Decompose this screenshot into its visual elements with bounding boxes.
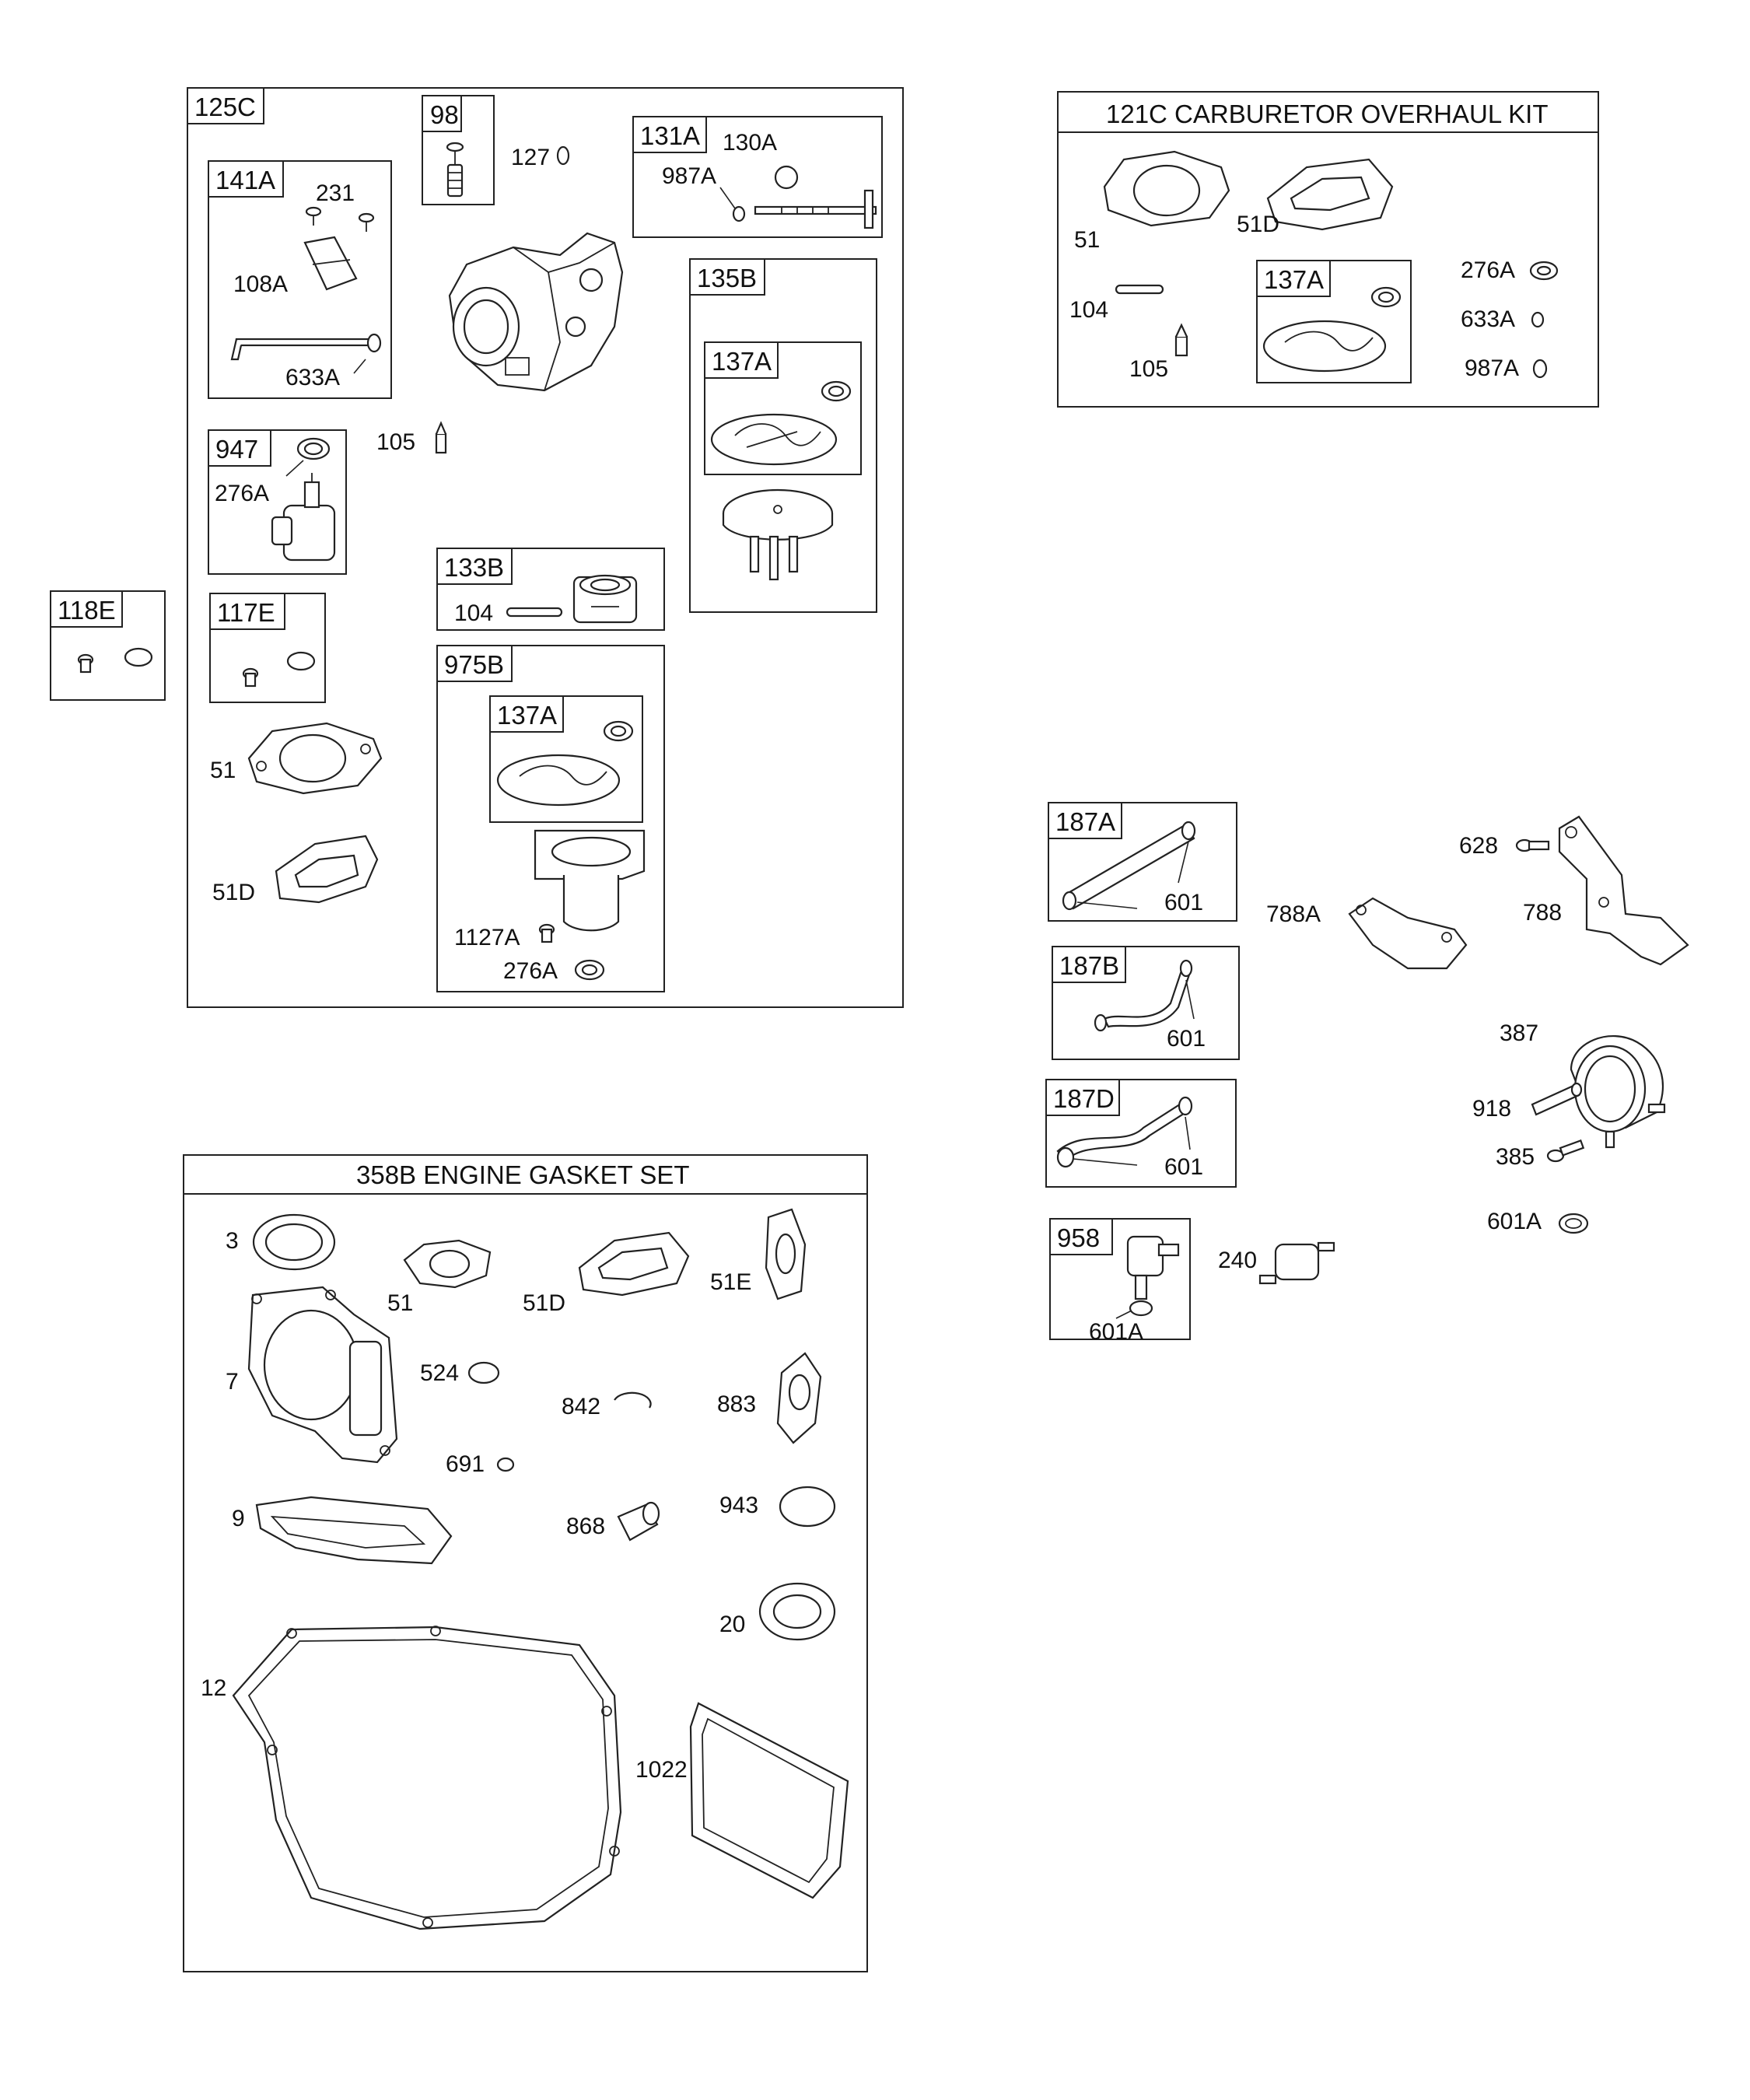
gasket-51-icon — [249, 723, 381, 793]
throttle-shaft-icon — [755, 191, 876, 228]
gasket-part-9-label: 9 — [232, 1506, 245, 1531]
screw-385-icon — [1548, 1140, 1584, 1161]
part-108a-label: 108A — [233, 271, 289, 297]
group-358b-label: 358B ENGINE GASKET SET — [356, 1160, 690, 1189]
screw-231-icon — [306, 208, 373, 232]
float-icon — [574, 576, 636, 622]
fuel-part-788-label: 788 — [1523, 900, 1563, 926]
solenoid-icon — [272, 473, 334, 560]
fuel-bowl-cover-icon — [723, 490, 832, 579]
group-187d-label: 187D — [1053, 1084, 1115, 1113]
fuel-part-601-187a-label: 601 — [1164, 890, 1204, 915]
choke-shaft-icon — [232, 339, 369, 359]
fuel-part-601a-958-label: 601A — [1089, 1319, 1144, 1345]
bracket-788-icon — [1559, 817, 1688, 964]
gasket-part-868-label: 868 — [566, 1514, 606, 1539]
gasket-part-51e-label: 51E — [710, 1269, 752, 1295]
fuel-part-628-label: 628 — [1459, 833, 1499, 859]
part-127-label: 127 — [511, 145, 551, 170]
kit-washer-987a-icon — [1534, 360, 1546, 377]
kit-float-pin-icon — [1116, 285, 1163, 293]
group-975b-label: 975B — [444, 650, 505, 679]
kit-diaphragm-icon — [1264, 321, 1385, 371]
kit-gasket-51d-icon — [1268, 159, 1392, 229]
group-133b-label: 133B — [444, 553, 505, 582]
gasket-51d-set-icon — [579, 1233, 688, 1295]
kit-part-104-label: 104 — [1069, 297, 1109, 323]
group-125c-label: 125C — [194, 93, 256, 121]
group-958-label: 958 — [1057, 1223, 1101, 1252]
fuel-filter-240-icon — [1260, 1243, 1334, 1283]
gasket-part-51-label: 51 — [387, 1290, 414, 1316]
fuel-part-240-label: 240 — [1218, 1248, 1258, 1273]
group-117e-label: 117E — [217, 598, 275, 627]
group-358b — [184, 1155, 867, 1972]
kit-part-51-label: 51 — [1074, 227, 1101, 253]
kit-gasket-51-icon — [1104, 152, 1229, 226]
gasket-part-943-label: 943 — [719, 1493, 759, 1518]
needle-105-icon — [436, 423, 446, 453]
part-130a-label: 130A — [723, 130, 778, 156]
valve-cover-gasket-1022-icon — [691, 1703, 848, 1898]
screw-117e-icon — [243, 669, 257, 686]
gasket-part-691-label: 691 — [446, 1451, 485, 1477]
washer-117e-icon — [288, 653, 314, 670]
gasket-51e-icon — [766, 1209, 805, 1299]
fuel-part-788a-label: 788A — [1266, 901, 1321, 927]
plate-788a-icon — [1349, 898, 1466, 968]
group-118e — [51, 591, 165, 700]
group-135b-label: 135B — [697, 264, 758, 292]
group-125c — [187, 88, 903, 1007]
screw-118e-icon — [79, 655, 93, 672]
part-231-label: 231 — [316, 180, 355, 206]
part-104-133b-label: 104 — [454, 600, 494, 626]
group-947-label: 947 — [215, 435, 259, 464]
kit-part-633a-label: 633A — [1461, 306, 1516, 332]
kit-part-276a-label: 276A — [1461, 257, 1516, 283]
fuel-part-601-187b-label: 601 — [1167, 1026, 1206, 1052]
part-987a-131a-label: 987A — [662, 163, 717, 189]
group-121c — [1058, 92, 1598, 407]
group-137a-121c-label: 137A — [1264, 265, 1325, 294]
plug-127-icon — [558, 147, 569, 164]
part-276a-947-label: 276A — [215, 481, 270, 506]
gasket-883-icon — [778, 1353, 821, 1443]
group-187b-label: 187B — [1059, 951, 1120, 980]
clamp-601a-icon — [1559, 1214, 1587, 1233]
gasket-part-3-label: 3 — [226, 1228, 239, 1254]
part-1127a-label: 1127A — [454, 925, 520, 950]
hose-918-icon — [1532, 1083, 1581, 1115]
group-98-label: 98 — [430, 100, 459, 129]
gasket-part-7-label: 7 — [226, 1369, 239, 1395]
seal-3-icon — [254, 1215, 334, 1269]
screw-628-icon — [1517, 840, 1549, 851]
carburetor-body-icon — [450, 233, 622, 390]
gasket-part-1022-label: 1022 — [635, 1757, 688, 1783]
fuel-part-387-label: 387 — [1500, 1020, 1539, 1046]
gasket-part-12-label: 12 — [201, 1675, 227, 1701]
group-118e-label: 118E — [58, 596, 116, 625]
fuel-part-601-187d-label: 601 — [1164, 1154, 1204, 1180]
kit-part-51d-label: 51D — [1237, 212, 1280, 237]
washer-118e-icon — [125, 649, 152, 666]
gasket-51d-icon — [276, 836, 377, 902]
part-633a-141a-label: 633A — [285, 365, 341, 390]
group-131a-label: 131A — [640, 121, 701, 150]
group-137a-135b-label: 137A — [712, 347, 772, 376]
oring-943-icon — [780, 1487, 835, 1526]
gasket-part-51d-label: 51D — [523, 1290, 566, 1316]
ring-842-icon — [614, 1393, 651, 1408]
seal-524-icon — [469, 1363, 499, 1383]
fuel-shutoff-valve-icon — [1128, 1237, 1178, 1315]
washer-987a-icon — [733, 207, 744, 221]
kit-part-105-label: 105 — [1129, 356, 1169, 382]
screw-1127a-icon — [540, 925, 554, 942]
gasket-51-set-icon — [404, 1241, 490, 1287]
group-121c-label: 121C CARBURETOR OVERHAUL KIT — [1106, 100, 1549, 128]
fuel-part-601a-label: 601A — [1487, 1209, 1542, 1234]
idle-screw-spring-icon — [447, 143, 463, 196]
kit-part-987a-label: 987A — [1465, 355, 1520, 381]
dowel-868-icon — [618, 1503, 659, 1540]
part-51d-label: 51D — [212, 880, 256, 905]
head-gasket-7-icon — [249, 1287, 397, 1462]
kit-seal-633a-icon — [1532, 313, 1543, 327]
fuel-part-918-label: 918 — [1472, 1096, 1512, 1122]
group-187a-label: 187A — [1055, 807, 1116, 836]
gasket-part-20-label: 20 — [719, 1612, 746, 1637]
diaphragm-975b-icon — [498, 755, 619, 805]
gasket-9-icon — [257, 1497, 451, 1563]
part-276a-975b-label: 276A — [503, 958, 558, 984]
kit-needle-105-icon — [1176, 325, 1187, 355]
fuel-part-385-label: 385 — [1496, 1144, 1535, 1170]
group-fuel — [1046, 803, 1688, 1345]
group-141a-label: 141A — [215, 166, 276, 194]
oil-seal-20-icon — [760, 1584, 835, 1640]
throttle-plate-icon — [775, 166, 797, 188]
fuel-pump-387-icon — [1571, 1036, 1664, 1147]
gasket-part-524-label: 524 — [420, 1360, 460, 1386]
fuel-bowl-icon — [535, 831, 644, 930]
gasket-part-883-label: 883 — [717, 1391, 757, 1417]
seal-691-icon — [498, 1458, 513, 1471]
float-pin-icon — [507, 608, 562, 616]
gasket-part-842-label: 842 — [562, 1394, 601, 1419]
diaphragm-icon — [712, 415, 836, 464]
choke-plate-icon — [305, 237, 356, 289]
part-51-label: 51 — [210, 758, 236, 783]
group-137a-975b-label: 137A — [497, 701, 558, 730]
seal-633a-icon — [368, 334, 380, 352]
crankcase-gasket-12-icon — [233, 1626, 621, 1929]
part-105-label: 105 — [376, 429, 416, 455]
